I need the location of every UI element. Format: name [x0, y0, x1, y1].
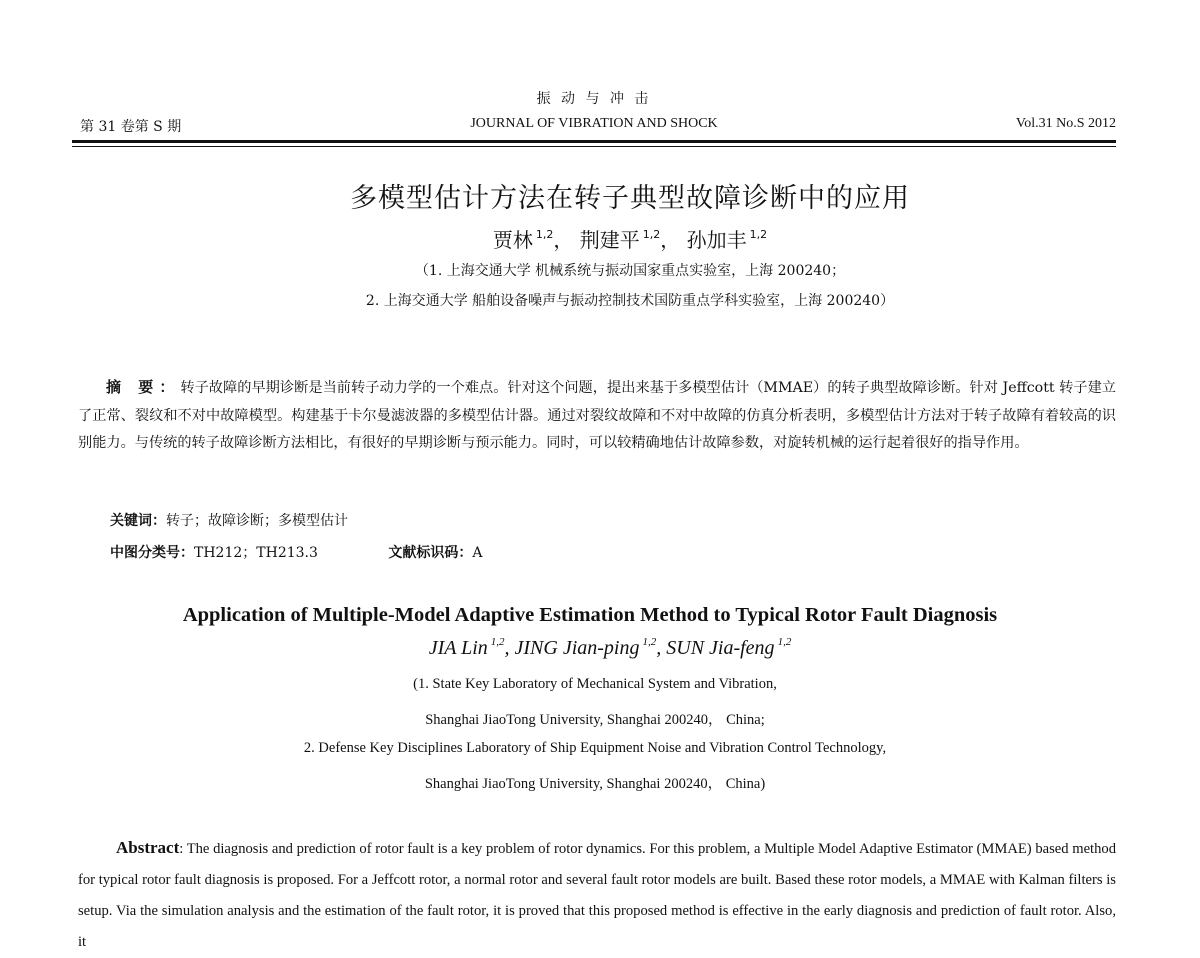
author-sup: 1,2	[642, 636, 657, 648]
author-sup: 1,2	[490, 636, 505, 648]
abstract-en-text: : The diagnosis and prediction of rotor fault is a key problem of rotor dynamics. For this problem, a Multiple Model Adaptive Estimator (MMAE) based method for typical rotor fault diagnosis is proposed. For a Jeffcott rotor, a normal rotor and several fault rotor models are built. Based these rotor models, a MMAE with Kalman filters is setup. Via the simulation analysis and the estimation of the fault rotor, it is proved that this proposed method is effective in the early diagnosis and prediction of fault rotor. Also, it	[78, 841, 1116, 950]
authors-cn	[0, 224, 1200, 253]
author-sup: 1,2	[535, 228, 554, 241]
author-sep: ，	[660, 228, 681, 252]
author-en: SUN Jia-feng	[666, 637, 775, 659]
abstract-cn-label: 摘 要：	[106, 378, 181, 396]
keywords-text: 转子；故障诊断；多模型估计	[166, 513, 348, 529]
paper-title-cn: 多模型估计方法在转子典型故障诊断中的应用	[350, 183, 910, 214]
author-sup: 1,2	[777, 636, 792, 648]
classification-line	[110, 542, 482, 562]
classification-label: 中图分类号：	[110, 545, 194, 561]
paper-title-en: Application of Multiple-Model Adaptive Estimation Method to Typical Rotor Fault Diagnosis	[182, 604, 998, 626]
header-rule-thick	[72, 140, 1116, 143]
keywords-cn	[110, 510, 348, 530]
journal-name-cn: 振 动 与 冲 击	[536, 91, 652, 107]
abstract-cn	[78, 374, 1116, 458]
author-sup: 1,2	[642, 228, 661, 241]
doc-code-value: A	[472, 545, 483, 561]
author-sup: 1,2	[749, 228, 768, 241]
affiliation-en-3: 2. Defense Key Disciplines Laboratory of Ship Equipment Noise and Vibration Control Technology,	[303, 740, 887, 756]
author-sep: ,	[504, 637, 515, 659]
doc-code-label: 文献标识码：	[388, 545, 473, 561]
keywords-label: 关键词：	[110, 513, 166, 529]
issue-cn: 第 31 卷第 S 期	[80, 119, 182, 135]
abstract-en-label: Abstract	[116, 838, 180, 857]
header-rule-thin	[72, 146, 1116, 147]
author-sep: ,	[656, 637, 667, 659]
affiliation-en-1: (1. State Key Laboratory of Mechanical System and Vibration,	[413, 676, 777, 692]
journal-header	[72, 88, 1116, 148]
author-en: JIA Lin	[428, 637, 488, 659]
issue-en: Vol.31 No.S 2012	[1015, 116, 1116, 131]
author-cn: 孙加丰	[686, 228, 747, 252]
affiliation-en-4: Shanghai JiaoTong University, Shanghai 200240， China)	[424, 776, 766, 792]
authors-en	[0, 636, 1200, 660]
abstract-cn-text: 转子故障的早期诊断是当前转子动力学的一个难点。针对这个问题，提出来基于多模型估计（MMAE）的转子典型故障诊断。针对 Jeffcott 转子建立了正常、裂纹和不对中故障模型。构建基于卡尔曼滤波器的多模型估计器。通过对裂纹故障和不对中故障的仿真分析表明，多模型估计方法对于转子故障有着较高的识别能力。与传统的转子故障诊断方法相比，有很好的早期诊断与预示能力。同时，可以较精确地估计故障参数，对旋转机械的运行起着很好的指导作用。	[78, 380, 1116, 451]
abstract-en	[78, 832, 1116, 958]
author-en: JING Jian-ping	[514, 637, 640, 659]
author-cn: 贾林	[492, 228, 533, 252]
classification-value: TH212；TH213.3	[194, 545, 318, 561]
author-cn: 荆建平	[579, 228, 640, 252]
journal-name-en: JOURNAL OF VIBRATION AND SHOCK	[470, 116, 718, 131]
affiliation-en-2: Shanghai JiaoTong University, Shanghai 200240， China;	[425, 712, 765, 728]
affiliation-cn-2: 2. 上海交通大学 船舶设备噪声与振动控制技术国防重点学科实验室，上海 200240）	[365, 293, 895, 309]
author-sep: ，	[553, 228, 574, 252]
affiliation-cn-1: （1. 上海交通大学 机械系统与振动国家重点实验室，上海 200240；	[414, 263, 846, 279]
